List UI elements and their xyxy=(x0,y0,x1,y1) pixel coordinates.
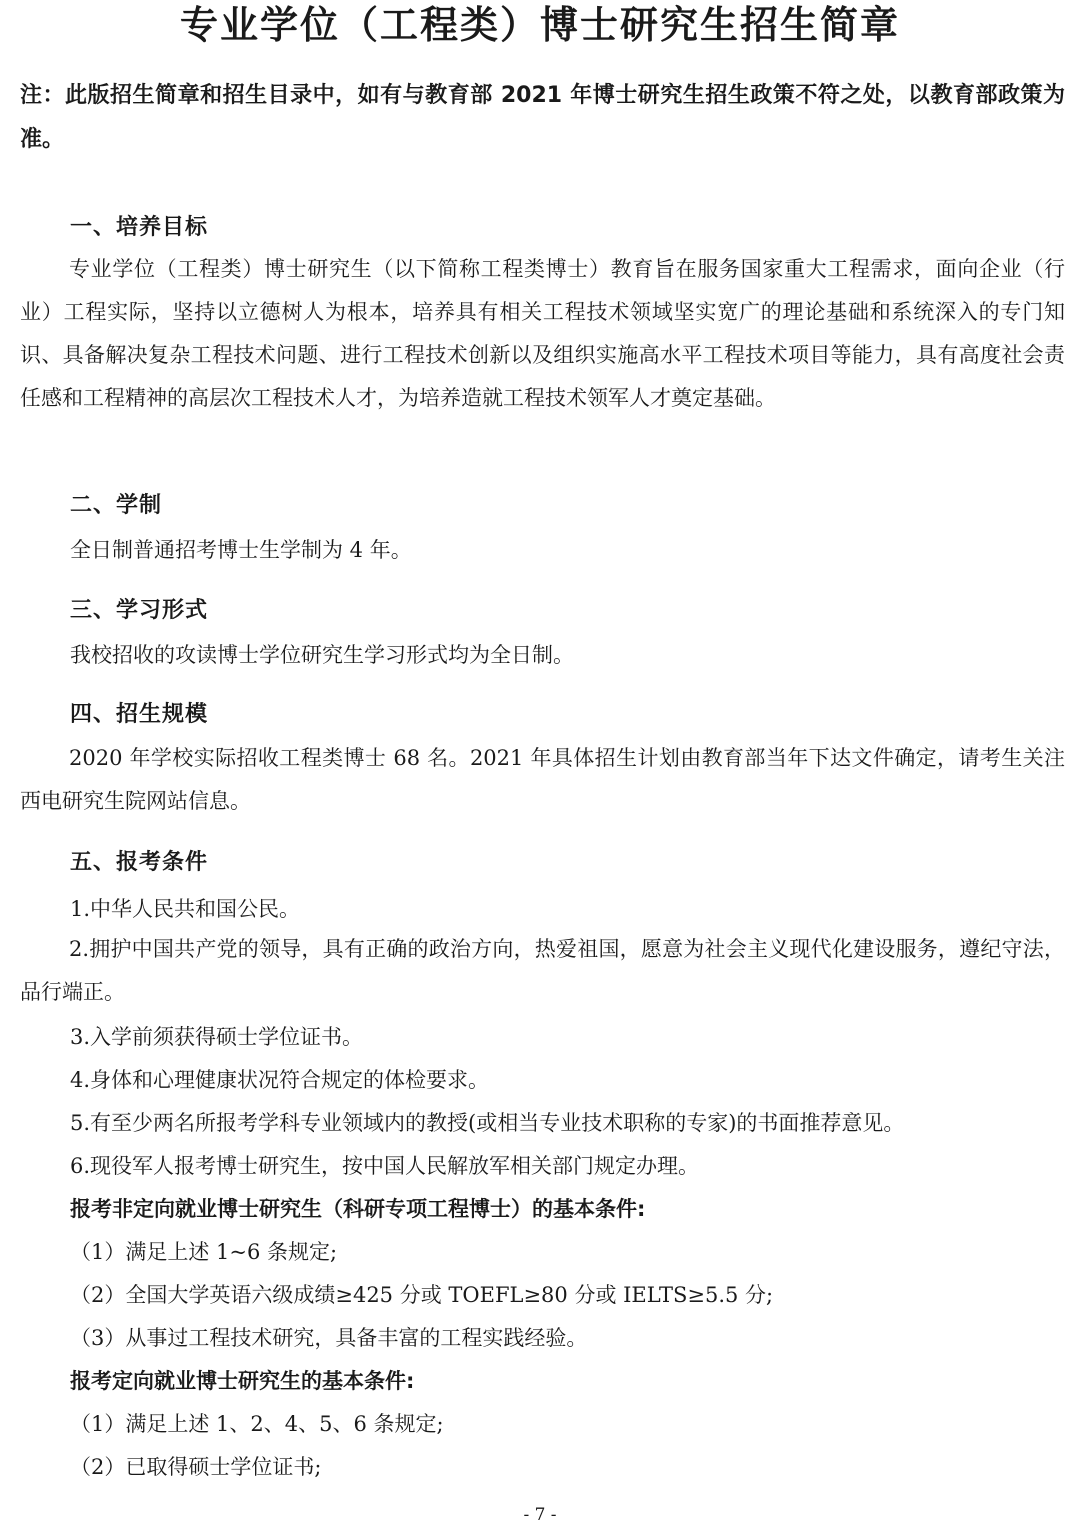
requirement-item: 1.中华人民共和国公民。 xyxy=(70,897,301,921)
requirement-item: 3.入学前须获得硕士学位证书。 xyxy=(70,1025,364,1049)
section-heading-training-goal: 一、培养目标 xyxy=(70,215,209,240)
page-title: 专业学位（工程类）博士研究生招生简章 xyxy=(179,3,900,47)
policy-note: 注：此版招生简章和招生目录中，如有与教育部 2021 年博士研究生招生政策不符之处，以教育部政策为准。 xyxy=(20,83,1065,152)
directed-condition-item: （2）已取得硕士学位证书; xyxy=(70,1455,322,1479)
requirement-item: 4.身体和心理健康状况符合规定的体检要求。 xyxy=(70,1068,490,1092)
directed-conditions-heading: 报考定向就业博士研究生的基本条件: xyxy=(70,1369,415,1393)
section-heading-requirements: 五、报考条件 xyxy=(70,850,209,875)
requirement-item: 2.拥护中国共产党的领导，具有正确的政治方向，热爱祖国，愿意为社会主义现代化建设服务，遵纪守法，品行端正。 xyxy=(20,937,1065,1004)
section-text-enrollment-scale: 2020 年学校实际招收工程类博士 68 名。2021 年具体招生计划由教育部当年下达文件确定，请考生关注西电研究生院网站信息。 xyxy=(20,746,1065,813)
requirement-item: 6.现役军人报考博士研究生，按中国人民解放军相关部门规定办理。 xyxy=(70,1154,700,1178)
page-number: - 7 - xyxy=(523,1505,557,1525)
nondirected-condition-item: （1）满足上述 1~6 条规定; xyxy=(70,1240,338,1264)
section-heading-study-form: 三、学习形式 xyxy=(70,598,209,623)
section-text-duration: 全日制普通招考博士生学制为 4 年。 xyxy=(70,538,412,562)
section-text-training-goal: 专业学位（工程类）博士研究生（以下简称工程类博士）教育旨在服务国家重大工程需求，面向企业（行业）工程实际，坚持以立德树人为根本，培养具有相关工程技术领域坚实宽广的理论基础和系统深入的专门知识、具备解决复杂工程技术问题、进行工程技术创新以及组织实施高水平工程技术项目等能力，具有高度社会责任感和工程精神的高层次工程技术人才，为培养造就工程技术领军人才奠定基础。 xyxy=(20,257,1065,410)
directed-condition-item: （1）满足上述 1、2、4、5、6 条规定; xyxy=(70,1412,444,1436)
section-text-study-form: 我校招收的攻读博士学位研究生学习形式均为全日制。 xyxy=(70,643,574,667)
nondirected-condition-item: （3）从事过工程技术研究，具备丰富的工程实践经验。 xyxy=(70,1326,588,1350)
nondirected-condition-item: （2）全国大学英语六级成绩≥425 分或 TOEFL≥80 分或 IELTS≥5.5 分; xyxy=(70,1283,774,1307)
section-heading-enrollment-scale: 四、招生规模 xyxy=(70,702,209,727)
section-heading-duration: 二、学制 xyxy=(70,493,163,518)
requirement-item: 5.有至少两名所报考学科专业领域内的教授(或相当专业技术职称的专家)的书面推荐意见。 xyxy=(70,1111,905,1135)
nondirected-conditions-heading: 报考非定向就业博士研究生（科研专项工程博士）的基本条件: xyxy=(70,1197,646,1221)
